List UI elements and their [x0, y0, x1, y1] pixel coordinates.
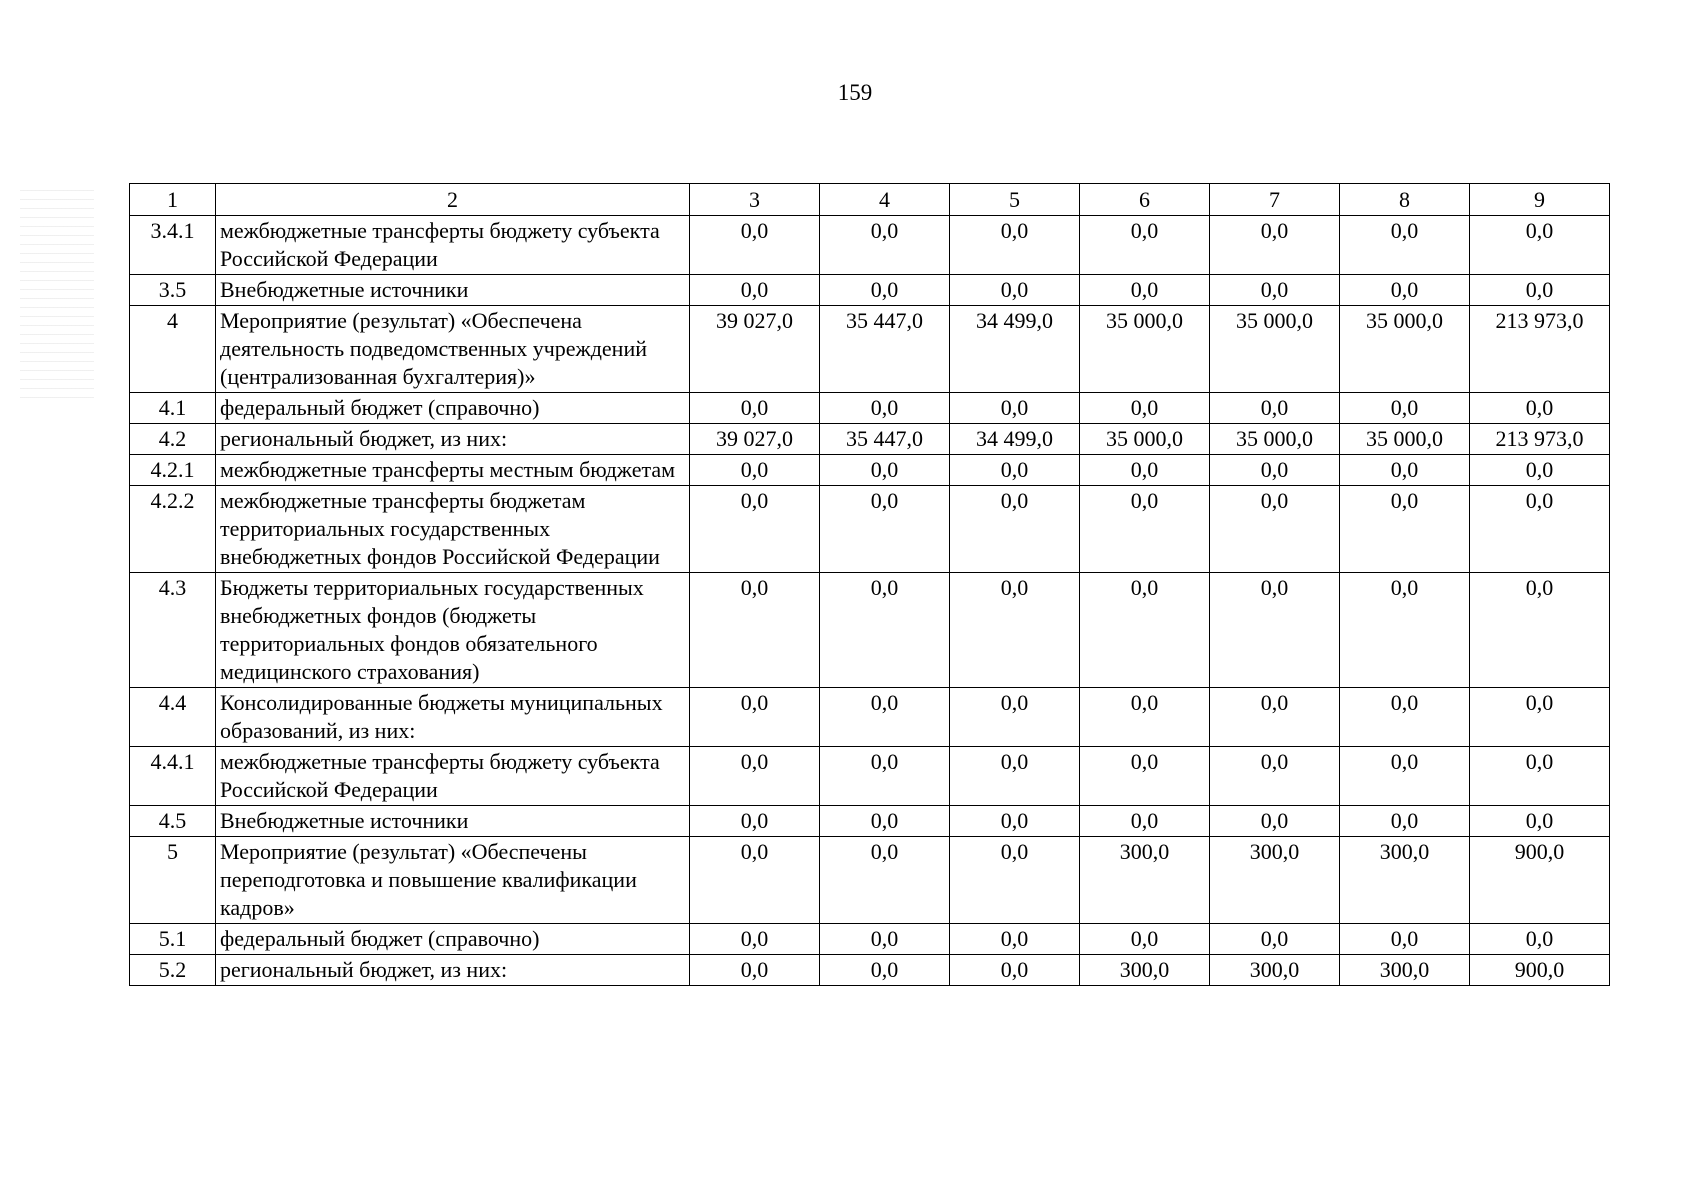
row-value: 300,0 — [1210, 837, 1340, 924]
row-value: 0,0 — [1080, 688, 1210, 747]
row-value: 0,0 — [1470, 924, 1610, 955]
row-value: 0,0 — [1080, 573, 1210, 688]
row-value: 300,0 — [1080, 955, 1210, 986]
row-value: 900,0 — [1470, 955, 1610, 986]
row-value: 0,0 — [1340, 275, 1470, 306]
row-value: 0,0 — [820, 275, 950, 306]
row-code: 4.1 — [130, 393, 216, 424]
row-label: Внебюджетные источники — [216, 275, 690, 306]
row-value: 35 447,0 — [820, 424, 950, 455]
row-value: 0,0 — [1210, 806, 1340, 837]
row-value: 0,0 — [950, 837, 1080, 924]
row-value: 0,0 — [1080, 806, 1210, 837]
table-row — [130, 424, 1610, 455]
table-row — [130, 306, 1610, 393]
row-value: 0,0 — [820, 806, 950, 837]
row-value: 0,0 — [1210, 455, 1340, 486]
row-value: 35 000,0 — [1210, 424, 1340, 455]
column-header: 6 — [1080, 184, 1210, 216]
row-value: 35 000,0 — [1210, 306, 1340, 393]
row-value: 0,0 — [1210, 688, 1340, 747]
row-value: 0,0 — [1210, 924, 1340, 955]
table-row — [130, 573, 1610, 688]
row-code: 4.2.2 — [130, 486, 216, 573]
row-label: межбюджетные трансферты бюджетам территориальных государственных внебюджетных фондов Российской Федерации — [216, 486, 690, 573]
row-value: 0,0 — [1470, 275, 1610, 306]
row-value: 0,0 — [1470, 806, 1610, 837]
column-header: 2 — [216, 184, 690, 216]
row-value: 0,0 — [820, 573, 950, 688]
row-value: 0,0 — [1080, 747, 1210, 806]
row-value: 0,0 — [1210, 393, 1340, 424]
row-value: 0,0 — [1470, 573, 1610, 688]
row-value: 35 000,0 — [1080, 424, 1210, 455]
row-value: 0,0 — [1080, 486, 1210, 573]
row-value: 0,0 — [1470, 747, 1610, 806]
row-value: 0,0 — [690, 455, 820, 486]
row-value: 0,0 — [950, 747, 1080, 806]
scan-artifact — [20, 190, 94, 400]
row-value: 213 973,0 — [1470, 424, 1610, 455]
row-value: 0,0 — [820, 747, 950, 806]
budget-table — [129, 183, 1610, 986]
row-value: 0,0 — [950, 955, 1080, 986]
row-code: 5 — [130, 837, 216, 924]
row-value: 0,0 — [950, 393, 1080, 424]
row-label: Мероприятие (результат) «Обеспечены переподготовка и повышение квалификации кадров» — [216, 837, 690, 924]
table-row — [130, 486, 1610, 573]
row-value: 0,0 — [1340, 924, 1470, 955]
row-value: 300,0 — [1340, 955, 1470, 986]
row-value: 0,0 — [1340, 806, 1470, 837]
row-label: региональный бюджет, из них: — [216, 424, 690, 455]
row-value: 0,0 — [820, 455, 950, 486]
column-header: 5 — [950, 184, 1080, 216]
table-row — [130, 955, 1610, 986]
row-value: 0,0 — [690, 486, 820, 573]
row-value: 0,0 — [690, 688, 820, 747]
row-label: Внебюджетные источники — [216, 806, 690, 837]
row-value: 300,0 — [1080, 837, 1210, 924]
row-code: 4.5 — [130, 806, 216, 837]
row-value: 0,0 — [1080, 924, 1210, 955]
row-value: 0,0 — [690, 806, 820, 837]
column-header: 4 — [820, 184, 950, 216]
table-row — [130, 393, 1610, 424]
row-value: 34 499,0 — [950, 424, 1080, 455]
row-value: 0,0 — [820, 393, 950, 424]
row-value: 213 973,0 — [1470, 306, 1610, 393]
row-value: 300,0 — [1340, 837, 1470, 924]
row-value: 0,0 — [1470, 455, 1610, 486]
row-value: 0,0 — [1340, 455, 1470, 486]
header-row — [130, 184, 1610, 216]
row-code: 4.2.1 — [130, 455, 216, 486]
table-row — [130, 275, 1610, 306]
row-value: 35 000,0 — [1340, 424, 1470, 455]
row-value: 0,0 — [1340, 573, 1470, 688]
row-code: 4.3 — [130, 573, 216, 688]
row-value: 0,0 — [1210, 216, 1340, 275]
row-value: 0,0 — [1470, 688, 1610, 747]
row-code: 3.4.1 — [130, 216, 216, 275]
row-value: 0,0 — [950, 924, 1080, 955]
row-value: 300,0 — [1210, 955, 1340, 986]
table-row — [130, 924, 1610, 955]
table-row — [130, 806, 1610, 837]
row-value: 0,0 — [690, 955, 820, 986]
row-value: 0,0 — [1210, 275, 1340, 306]
row-value: 0,0 — [820, 955, 950, 986]
row-label: межбюджетные трансферты бюджету субъекта Российской Федерации — [216, 216, 690, 275]
row-value: 0,0 — [1080, 393, 1210, 424]
table-header — [130, 184, 1610, 216]
row-value: 0,0 — [1340, 486, 1470, 573]
row-value: 0,0 — [950, 455, 1080, 486]
row-value: 0,0 — [1470, 216, 1610, 275]
row-code: 4.2 — [130, 424, 216, 455]
row-value: 0,0 — [1080, 216, 1210, 275]
table-row — [130, 455, 1610, 486]
row-label: межбюджетные трансферты местным бюджетам — [216, 455, 690, 486]
row-value: 0,0 — [950, 573, 1080, 688]
row-value: 35 000,0 — [1340, 306, 1470, 393]
row-label: региональный бюджет, из них: — [216, 955, 690, 986]
column-header: 8 — [1340, 184, 1470, 216]
row-value: 0,0 — [1210, 486, 1340, 573]
row-value: 0,0 — [950, 275, 1080, 306]
row-value: 35 447,0 — [820, 306, 950, 393]
row-value: 0,0 — [1470, 486, 1610, 573]
table-row — [130, 747, 1610, 806]
row-value: 0,0 — [1340, 216, 1470, 275]
row-value: 0,0 — [950, 806, 1080, 837]
row-value: 0,0 — [820, 688, 950, 747]
row-label: Мероприятие (результат) «Обеспечена деятельность подведомственных учреждений (централизованная бухгалтерия)» — [216, 306, 690, 393]
row-value: 0,0 — [1470, 393, 1610, 424]
row-value: 0,0 — [1210, 747, 1340, 806]
column-header: 3 — [690, 184, 820, 216]
row-label: федеральный бюджет (справочно) — [216, 393, 690, 424]
row-code: 4 — [130, 306, 216, 393]
row-value: 0,0 — [690, 747, 820, 806]
row-value: 0,0 — [1080, 455, 1210, 486]
column-header: 7 — [1210, 184, 1340, 216]
row-value: 39 027,0 — [690, 306, 820, 393]
row-value: 0,0 — [820, 837, 950, 924]
row-code: 5.2 — [130, 955, 216, 986]
row-label: Консолидированные бюджеты муниципальных образований, из них: — [216, 688, 690, 747]
row-value: 0,0 — [1210, 573, 1340, 688]
row-value: 0,0 — [950, 216, 1080, 275]
row-value: 0,0 — [820, 216, 950, 275]
row-value: 0,0 — [690, 275, 820, 306]
row-value: 900,0 — [1470, 837, 1610, 924]
column-header: 1 — [130, 184, 216, 216]
row-value: 0,0 — [690, 393, 820, 424]
row-label: федеральный бюджет (справочно) — [216, 924, 690, 955]
row-value: 0,0 — [690, 573, 820, 688]
table-row — [130, 216, 1610, 275]
row-value: 0,0 — [950, 688, 1080, 747]
row-label: межбюджетные трансферты бюджету субъекта Российской Федерации — [216, 747, 690, 806]
row-value: 0,0 — [690, 924, 820, 955]
table-row — [130, 837, 1610, 924]
row-code: 5.1 — [130, 924, 216, 955]
row-code: 4.4.1 — [130, 747, 216, 806]
row-value: 34 499,0 — [950, 306, 1080, 393]
column-header: 9 — [1470, 184, 1610, 216]
row-value: 0,0 — [950, 486, 1080, 573]
row-code: 4.4 — [130, 688, 216, 747]
row-value: 0,0 — [1340, 747, 1470, 806]
row-code: 3.5 — [130, 275, 216, 306]
table-row — [130, 688, 1610, 747]
row-value: 35 000,0 — [1080, 306, 1210, 393]
page-number: 159 — [837, 80, 873, 105]
row-value: 0,0 — [1080, 275, 1210, 306]
row-value: 0,0 — [820, 924, 950, 955]
row-value: 0,0 — [1340, 393, 1470, 424]
row-value: 39 027,0 — [690, 424, 820, 455]
row-value: 0,0 — [820, 486, 950, 573]
row-value: 0,0 — [1340, 688, 1470, 747]
table-body — [130, 216, 1610, 986]
row-label: Бюджеты территориальных государственных внебюджетных фондов (бюджеты территориальных фондов обязательного медицинского страхования) — [216, 573, 690, 688]
row-value: 0,0 — [690, 837, 820, 924]
row-value: 0,0 — [690, 216, 820, 275]
